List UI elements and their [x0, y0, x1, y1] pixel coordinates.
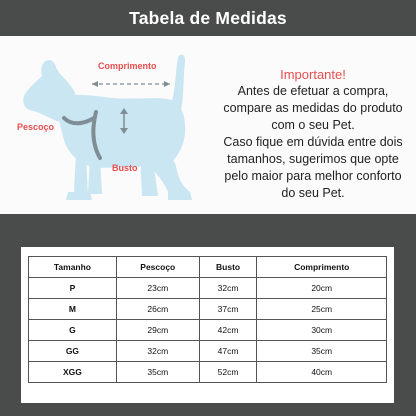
- dog-ear: [41, 60, 56, 78]
- label-pescoco: Pescoço: [17, 122, 55, 132]
- size-table: [28, 256, 387, 383]
- important-note: [214, 66, 412, 202]
- comprimento-cell: 35cm: [257, 341, 387, 362]
- header-comprimento: Comprimento: [257, 257, 387, 278]
- comprimento-cell: 30cm: [257, 320, 387, 341]
- header-bar: [0, 0, 416, 36]
- busto-cell: 52cm: [199, 362, 257, 383]
- dog-front-leg-right: [88, 158, 102, 194]
- size-table-card: [21, 247, 394, 403]
- table-header-row: [29, 257, 387, 278]
- size-cell: GG: [29, 341, 117, 362]
- label-busto: Busto: [112, 163, 138, 173]
- size-cell: M: [29, 299, 117, 320]
- table-row: [29, 362, 387, 383]
- note-line: tamanhos, sugerimos que opte: [227, 152, 399, 166]
- measurement-diagram-panel: [0, 36, 416, 214]
- page-title: Tabela de Medidas: [129, 7, 287, 28]
- header-pescoco: Pescoço: [116, 257, 199, 278]
- note-title: Importante!: [280, 67, 346, 82]
- comprimento-arrow-right: [164, 81, 170, 87]
- busto-cell: 47cm: [199, 341, 257, 362]
- comprimento-cell: 20cm: [257, 278, 387, 299]
- busto-cell: 42cm: [199, 320, 257, 341]
- pescoco-cell: 35cm: [116, 362, 199, 383]
- header-tamanho: Tamanho: [29, 257, 117, 278]
- size-cell: XGG: [29, 362, 117, 383]
- label-comprimento: Comprimento: [98, 61, 157, 71]
- pescoco-cell: 32cm: [116, 341, 199, 362]
- dog-front-paw: [66, 192, 92, 200]
- pescoco-cell: 29cm: [116, 320, 199, 341]
- size-cell: G: [29, 320, 117, 341]
- note-line: com o seu Pet.: [271, 118, 355, 132]
- busto-cell: 32cm: [199, 278, 257, 299]
- pescoco-cell: 23cm: [116, 278, 199, 299]
- comprimento-cell: 25cm: [257, 299, 387, 320]
- comprimento-cell: 40cm: [257, 362, 387, 383]
- table-row: [29, 278, 387, 299]
- busto-cell: 37cm: [199, 299, 257, 320]
- note-line: compare as medidas do produto: [223, 101, 403, 115]
- note-line: do seu Pet.: [281, 186, 345, 200]
- note-line: Caso fique em dúvida entre dois: [223, 135, 403, 149]
- note-line: pelo maior para melhor conforto: [224, 169, 402, 183]
- dog-front-leg-left: [74, 156, 88, 196]
- size-table-panel: [0, 214, 416, 416]
- note-line: Antes de efetuar a compra,: [237, 84, 389, 98]
- table-row: [29, 341, 387, 362]
- table-row: [29, 320, 387, 341]
- comprimento-arrow-left: [92, 81, 98, 87]
- table-row: [29, 299, 387, 320]
- size-cell: P: [29, 278, 117, 299]
- pescoco-cell: 26cm: [116, 299, 199, 320]
- header-busto: Busto: [199, 257, 257, 278]
